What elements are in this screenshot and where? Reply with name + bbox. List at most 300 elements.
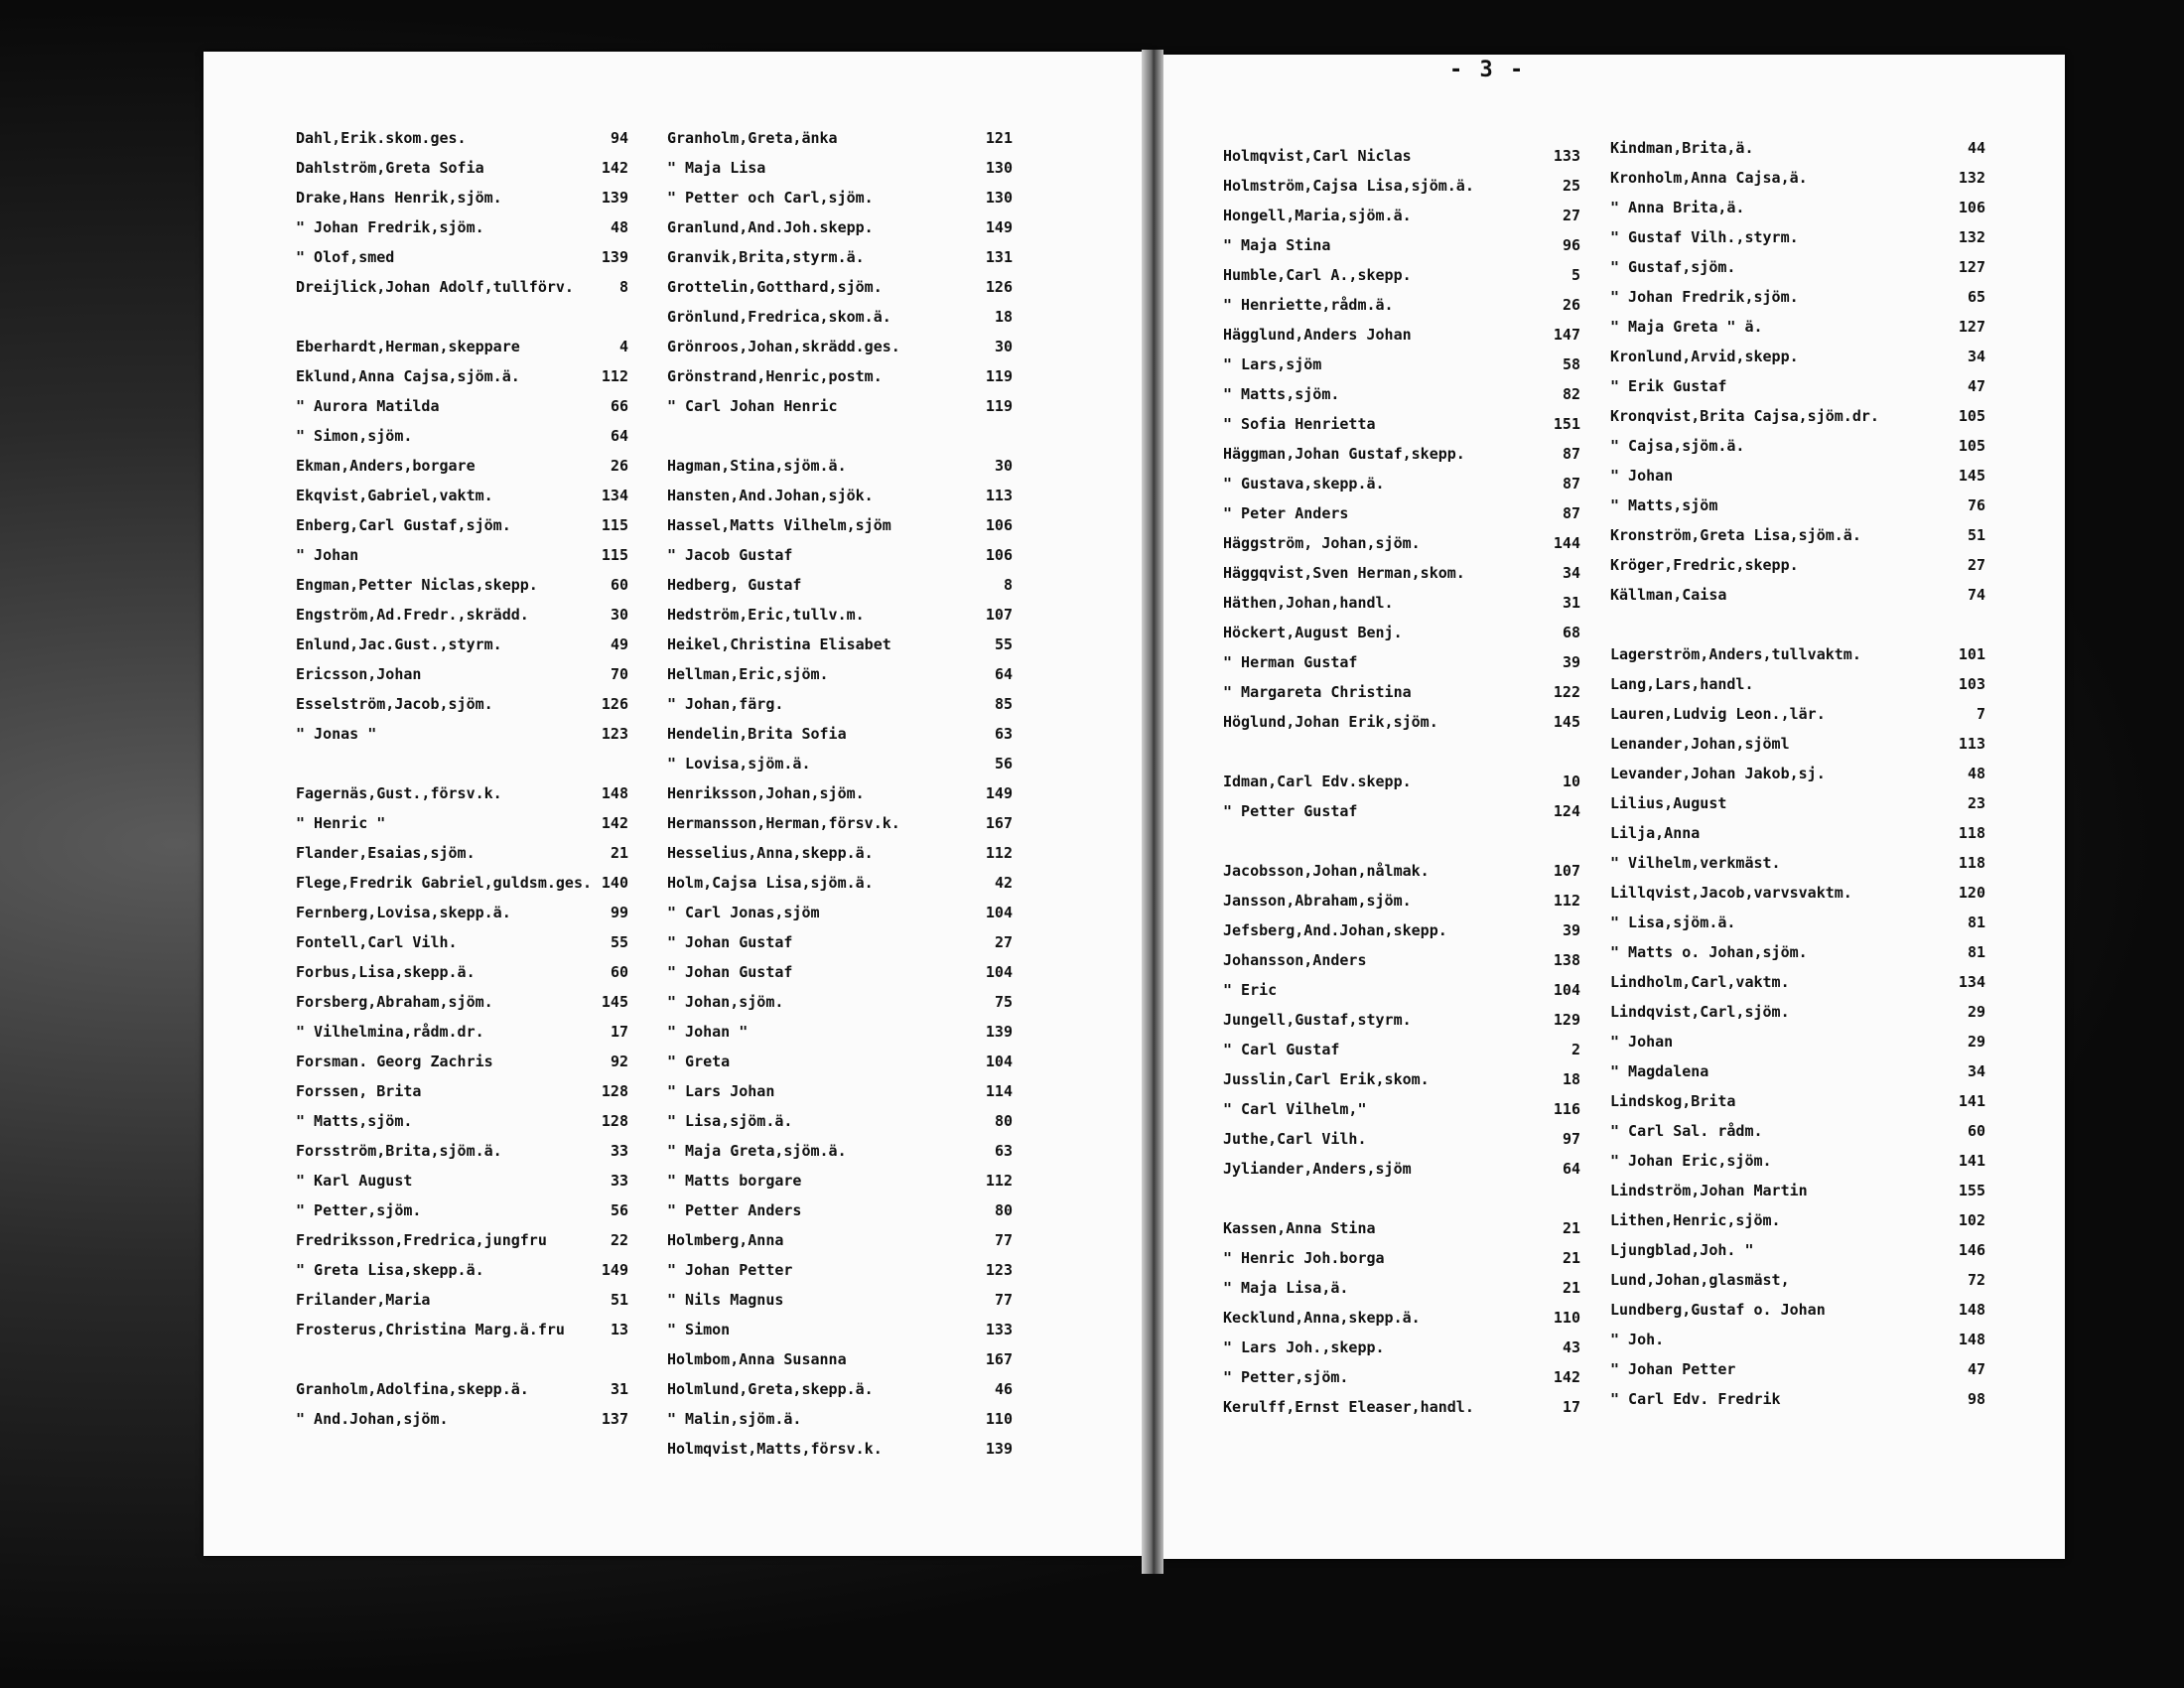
- entry-page-number: 128: [601, 1082, 628, 1100]
- entry-page-number: 77: [994, 1291, 1013, 1309]
- entry-name: " Karl August: [296, 1172, 413, 1190]
- entry-name: Lillqvist,Jacob,varvsvaktm.: [1610, 884, 1852, 902]
- entry-name: Grönstrand,Henric,postm.: [667, 367, 883, 385]
- entry-page-number: 23: [1967, 794, 1985, 812]
- entry-page-number: 145: [1553, 713, 1580, 731]
- entry-page-number: 147: [1553, 326, 1580, 344]
- entry-page-number: 48: [610, 218, 628, 236]
- entry-name: Dreijlick,Johan Adolf,tullförv.: [296, 278, 574, 296]
- entry-name: Ljungblad,Joh. ": [1610, 1241, 1754, 1259]
- entry-page-number: 106: [985, 546, 1013, 564]
- entry-page-number: 13: [610, 1321, 628, 1338]
- entry-page-number: 140: [601, 874, 628, 892]
- entry-page-number: 56: [610, 1201, 628, 1219]
- entry-page-number: 133: [985, 1321, 1013, 1338]
- entry-page-number: 101: [1958, 645, 1985, 663]
- entry-page-number: 66: [610, 397, 628, 415]
- entry-page-number: 21: [1562, 1249, 1580, 1267]
- entry-name: Frosterus,Christina Marg.ä.fru: [296, 1321, 565, 1338]
- entry-name: " Carl Edv. Fredrik: [1610, 1390, 1781, 1408]
- entry-name: Höckert,August Benj.: [1223, 624, 1403, 641]
- entry-name: Dahl,Erik.skom.ges.: [296, 129, 467, 147]
- entry-name: Lund,Johan,glasmäst,: [1610, 1271, 1790, 1289]
- entry-name: " Henric Joh.borga: [1223, 1249, 1385, 1267]
- entry-page-number: 44: [1967, 139, 1985, 157]
- entry-name: " Johan Fredrik,sjöm.: [296, 218, 484, 236]
- entry-name: Holmberg,Anna: [667, 1231, 784, 1249]
- entry-name: Lundberg,Gustaf o. Johan: [1610, 1301, 1826, 1319]
- entry-name: Kronholm,Anna Cajsa,ä.: [1610, 169, 1808, 187]
- entry-page-number: 10: [1562, 773, 1580, 790]
- entry-name: Kindman,Brita,ä.: [1610, 139, 1754, 157]
- entry-name: Granholm,Adolfina,skepp.ä.: [296, 1380, 529, 1398]
- entry-page-number: 17: [610, 1023, 628, 1041]
- entry-name: " Johan Eric,sjöm.: [1610, 1152, 1772, 1170]
- entry-name: Hongell,Maria,sjöm.ä.: [1223, 207, 1412, 224]
- entry-page-number: 21: [1562, 1219, 1580, 1237]
- entry-page-number: 17: [1562, 1398, 1580, 1416]
- entry-page-number: 148: [601, 784, 628, 802]
- entry-page-number: 139: [601, 189, 628, 207]
- entry-page-number: 106: [985, 516, 1013, 534]
- entry-name: " Matts borgare: [667, 1172, 802, 1190]
- entry-page-number: 82: [1562, 385, 1580, 403]
- entry-name: Holmström,Cajsa Lisa,sjöm.ä.: [1223, 177, 1474, 195]
- entry-page-number: 25: [1562, 177, 1580, 195]
- entry-name: Lindqvist,Carl,sjöm.: [1610, 1003, 1790, 1021]
- entry-name: Hansten,And.Johan,sjök.: [667, 487, 874, 504]
- entry-page-number: 29: [1967, 1033, 1985, 1051]
- entry-name: Lauren,Ludvig Leon.,lär.: [1610, 705, 1826, 723]
- entry-name: Levander,Johan Jakob,sj.: [1610, 765, 1826, 782]
- entry-page-number: 30: [994, 457, 1013, 475]
- entry-name: " Jonas ": [296, 725, 377, 743]
- entry-page-number: 141: [1958, 1152, 1985, 1170]
- entry-page-number: 137: [601, 1410, 628, 1428]
- entry-name: Holmlund,Greta,skepp.ä.: [667, 1380, 874, 1398]
- entry-page-number: 87: [1562, 475, 1580, 492]
- entry-name: " Greta Lisa,skepp.ä.: [296, 1261, 484, 1279]
- entry-name: " Johan,sjöm.: [667, 993, 784, 1011]
- entry-name: Häggström, Johan,sjöm.: [1223, 534, 1421, 552]
- entry-name: " Gustava,skepp.ä.: [1223, 475, 1385, 492]
- entry-name: Forbus,Lisa,skepp.ä.: [296, 963, 476, 981]
- entry-name: Holmqvist,Carl Niclas: [1223, 147, 1412, 165]
- entry-name: Hesselius,Anna,skepp.ä.: [667, 844, 874, 862]
- entry-page-number: 149: [601, 1261, 628, 1279]
- entry-page-number: 126: [601, 695, 628, 713]
- entry-name: Lilja,Anna: [1610, 824, 1701, 842]
- entry-name: Kronlund,Arvid,skepp.: [1610, 348, 1799, 365]
- entry-name: " Peter Anders: [1223, 504, 1349, 522]
- entry-name: Fredriksson,Fredrica,jungfru: [296, 1231, 547, 1249]
- entry-page-number: 151: [1553, 415, 1580, 433]
- entry-name: " Carl Jonas,sjöm: [667, 904, 820, 921]
- entry-name: " Johan,färg.: [667, 695, 784, 713]
- entry-page-number: 4: [618, 338, 628, 355]
- entry-page-number: 167: [985, 814, 1013, 832]
- entry-name: Johansson,Anders: [1223, 951, 1367, 969]
- entry-page-number: 120: [1958, 884, 1985, 902]
- entry-name: " Petter Anders: [667, 1201, 802, 1219]
- entry-page-number: 123: [985, 1261, 1013, 1279]
- entry-name: " Greta: [667, 1053, 731, 1070]
- entry-page-number: 39: [1562, 653, 1580, 671]
- entry-page-number: 104: [1553, 981, 1580, 999]
- entry-name: " Maja Greta " ä.: [1610, 318, 1763, 336]
- entry-page-number: 51: [1967, 526, 1985, 544]
- entry-name: " Johan Gustaf: [667, 963, 793, 981]
- entry-name: " Lars,sjöm: [1223, 355, 1322, 373]
- entry-name: " Joh.: [1610, 1331, 1665, 1348]
- entry-name: " Carl Vilhelm,": [1223, 1100, 1367, 1118]
- entry-name: " Gustaf,sjöm.: [1610, 258, 1736, 276]
- entry-name: Humble,Carl A.,skepp.: [1223, 266, 1412, 284]
- entry-name: Enberg,Carl Gustaf,sjöm.: [296, 516, 511, 534]
- entry-page-number: 123: [601, 725, 628, 743]
- entry-name: " Lovisa,sjöm.ä.: [667, 755, 811, 773]
- entry-page-number: 139: [985, 1440, 1013, 1458]
- entry-name: Esselström,Jacob,sjöm.: [296, 695, 493, 713]
- entry-page-number: 116: [1553, 1100, 1580, 1118]
- entry-name: Eberhardt,Herman,skeppare: [296, 338, 520, 355]
- entry-name: Enlund,Jac.Gust.,styrm.: [296, 635, 502, 653]
- entry-page-number: 144: [1553, 534, 1580, 552]
- entry-page-number: 64: [610, 427, 628, 445]
- entry-page-number: 113: [985, 487, 1013, 504]
- entry-page-number: 55: [994, 635, 1013, 653]
- entry-name: " Maja Greta,sjöm.ä.: [667, 1142, 847, 1160]
- entry-name: " Maja Lisa: [667, 159, 766, 177]
- entry-page-number: 102: [1958, 1211, 1985, 1229]
- entry-name: Kronström,Greta Lisa,sjöm.ä.: [1610, 526, 1861, 544]
- entry-name: " Carl Johan Henric: [667, 397, 838, 415]
- entry-name: Häggqvist,Sven Herman,skom.: [1223, 564, 1465, 582]
- entry-page-number: 85: [994, 695, 1013, 713]
- entry-name: " Herman Gustaf: [1223, 653, 1358, 671]
- entry-page-number: 114: [985, 1082, 1013, 1100]
- entry-name: " Johan Gustaf: [667, 933, 793, 951]
- entry-name: Grottelin,Gotthard,sjöm.: [667, 278, 883, 296]
- entry-page-number: 115: [601, 516, 628, 534]
- entry-name: " Vilhelmina,rådm.dr.: [296, 1023, 484, 1041]
- entry-page-number: 96: [1562, 236, 1580, 254]
- entry-page-number: 34: [1562, 564, 1580, 582]
- entry-name: Juthe,Carl Vilh.: [1223, 1130, 1367, 1148]
- entry-page-number: 26: [1562, 296, 1580, 314]
- entry-page-number: 141: [1958, 1092, 1985, 1110]
- entry-page-number: 133: [1553, 147, 1580, 165]
- entry-name: Lagerström,Anders,tullvaktm.: [1610, 645, 1861, 663]
- entry-page-number: 21: [610, 844, 628, 862]
- entry-page-number: 8: [1003, 576, 1013, 594]
- entry-name: Kröger,Fredric,skepp.: [1610, 556, 1799, 574]
- entry-page-number: 126: [985, 278, 1013, 296]
- entry-page-number: 127: [1958, 318, 1985, 336]
- entry-page-number: 119: [985, 367, 1013, 385]
- entry-name: Häthen,Johan,handl.: [1223, 594, 1394, 612]
- entry-page-number: 142: [601, 814, 628, 832]
- entry-name: Dahlström,Greta Sofia: [296, 159, 484, 177]
- entry-page-number: 134: [1958, 973, 1985, 991]
- entry-page-number: 130: [985, 159, 1013, 177]
- entry-page-number: 60: [610, 576, 628, 594]
- entry-page-number: 145: [601, 993, 628, 1011]
- entry-name: " Petter och Carl,sjöm.: [667, 189, 874, 207]
- entry-page-number: 149: [985, 784, 1013, 802]
- entry-name: Jansson,Abraham,sjöm.: [1223, 892, 1412, 910]
- entry-name: Granlund,And.Joh.skepp.: [667, 218, 874, 236]
- entry-page-number: 31: [610, 1380, 628, 1398]
- entry-name: " Magdalena: [1610, 1062, 1709, 1080]
- entry-page-number: 104: [985, 1053, 1013, 1070]
- entry-page-number: 21: [1562, 1279, 1580, 1297]
- entry-page-number: 18: [994, 308, 1013, 326]
- entry-page-number: 148: [1958, 1331, 1985, 1348]
- entry-name: " Nils Magnus: [667, 1291, 784, 1309]
- entry-page-number: 115: [601, 546, 628, 564]
- entry-page-number: 60: [610, 963, 628, 981]
- entry-name: Hägglund,Anders Johan: [1223, 326, 1412, 344]
- entry-page-number: 128: [601, 1112, 628, 1130]
- entry-name: " And.Johan,sjöm.: [296, 1410, 449, 1428]
- entry-name: Hellman,Eric,sjöm.: [667, 665, 829, 683]
- entry-page-number: 80: [994, 1201, 1013, 1219]
- entry-name: " Vilhelm,verkmäst.: [1610, 854, 1781, 872]
- entry-name: Ekman,Anders,borgare: [296, 457, 476, 475]
- entry-page-number: 18: [1562, 1070, 1580, 1088]
- entry-name: " Aurora Matilda: [296, 397, 440, 415]
- entry-name: Lindholm,Carl,vaktm.: [1610, 973, 1790, 991]
- entry-name: " Petter,sjöm.: [1223, 1368, 1349, 1386]
- entry-name: Kecklund,Anna,skepp.ä.: [1223, 1309, 1421, 1327]
- entry-name: " Olof,smed: [296, 248, 395, 266]
- entry-name: Engman,Petter Niclas,skepp.: [296, 576, 538, 594]
- entry-name: Häggman,Johan Gustaf,skepp.: [1223, 445, 1465, 463]
- entry-name: " Sofia Henrietta: [1223, 415, 1376, 433]
- entry-name: Kerulff,Ernst Eleaser,handl.: [1223, 1398, 1474, 1416]
- entry-page-number: 129: [1553, 1011, 1580, 1029]
- entry-name: Hagman,Stina,sjöm.ä.: [667, 457, 847, 475]
- entry-page-number: 58: [1562, 355, 1580, 373]
- entry-page-number: 107: [1553, 862, 1580, 880]
- entry-name: Holm,Cajsa Lisa,sjöm.ä.: [667, 874, 874, 892]
- entry-name: Jefsberg,And.Johan,skepp.: [1223, 921, 1447, 939]
- entry-page-number: 139: [985, 1023, 1013, 1041]
- entry-page-number: 94: [610, 129, 628, 147]
- entry-name: " Lars Johan: [667, 1082, 775, 1100]
- entry-name: " Johan Petter: [667, 1261, 793, 1279]
- entry-name: " Johan: [296, 546, 359, 564]
- entry-page-number: 47: [1967, 377, 1985, 395]
- entry-page-number: 142: [601, 159, 628, 177]
- entry-page-number: 27: [1562, 207, 1580, 224]
- entry-page-number: 148: [1958, 1301, 1985, 1319]
- entry-page-number: 64: [994, 665, 1013, 683]
- entry-page-number: 81: [1967, 943, 1985, 961]
- entry-page-number: 138: [1553, 951, 1580, 969]
- entry-name: " Maja Lisa,ä.: [1223, 1279, 1349, 1297]
- entry-name: Hassel,Matts Vilhelm,sjöm: [667, 516, 891, 534]
- entry-name: " Carl Gustaf: [1223, 1041, 1340, 1058]
- entry-page-number: 167: [985, 1350, 1013, 1368]
- entry-page-number: 132: [1958, 169, 1985, 187]
- entry-page-number: 8: [618, 278, 628, 296]
- entry-name: Engström,Ad.Fredr.,skrädd.: [296, 606, 529, 624]
- entry-name: Lenander,Johan,sjöml: [1610, 735, 1790, 753]
- entry-name: Hermansson,Herman,försv.k.: [667, 814, 900, 832]
- entry-page-number: 48: [1967, 765, 1985, 782]
- entry-name: " Margareta Christina: [1223, 683, 1412, 701]
- entry-page-number: 26: [610, 457, 628, 475]
- entry-name: Drake,Hans Henrik,sjöm.: [296, 189, 502, 207]
- entry-name: " Eric: [1223, 981, 1278, 999]
- entry-name: " Johan: [1610, 1033, 1674, 1051]
- entry-page-number: 34: [1967, 348, 1985, 365]
- entry-page-number: 49: [610, 635, 628, 653]
- entry-page-number: 27: [1967, 556, 1985, 574]
- entry-name: " Maja Stina: [1223, 236, 1331, 254]
- entry-page-number: 112: [1553, 892, 1580, 910]
- entry-page-number: 74: [1967, 586, 1985, 604]
- entry-name: " Johan ": [667, 1023, 749, 1041]
- entry-page-number: 76: [1967, 496, 1985, 514]
- entry-name: " Matts,sjöm.: [296, 1112, 413, 1130]
- entry-page-number: 70: [610, 665, 628, 683]
- entry-name: Flege,Fredrik Gabriel,guldsm.ges.: [296, 874, 593, 892]
- entry-name: Jungell,Gustaf,styrm.: [1223, 1011, 1412, 1029]
- entry-name: Flander,Esaias,sjöm.: [296, 844, 476, 862]
- entry-name: " Petter Gustaf: [1223, 802, 1358, 820]
- entry-name: Idman,Carl Edv.skepp.: [1223, 773, 1412, 790]
- entry-page-number: 56: [994, 755, 1013, 773]
- entry-page-number: 118: [1958, 824, 1985, 842]
- entry-page-number: 60: [1967, 1122, 1985, 1140]
- entry-page-number: 155: [1958, 1182, 1985, 1199]
- entry-page-number: 127: [1958, 258, 1985, 276]
- entry-name: Holmbom,Anna Susanna: [667, 1350, 847, 1368]
- entry-page-number: 110: [1553, 1309, 1580, 1327]
- book-gutter: [1142, 50, 1163, 1574]
- entry-page-number: 22: [610, 1231, 628, 1249]
- entry-page-number: 63: [994, 1142, 1013, 1160]
- entry-name: Höglund,Johan Erik,sjöm.: [1223, 713, 1438, 731]
- entry-name: Kronqvist,Brita Cajsa,sjöm.dr.: [1610, 407, 1879, 425]
- entry-page-number: 145: [1958, 467, 1985, 485]
- entry-page-number: 87: [1562, 445, 1580, 463]
- entry-page-number: 99: [610, 904, 628, 921]
- entry-name: " Johan: [1610, 467, 1674, 485]
- entry-page-number: 31: [1562, 594, 1580, 612]
- entry-name: " Jacob Gustaf: [667, 546, 793, 564]
- entry-name: Forsman. Georg Zachris: [296, 1053, 493, 1070]
- entry-page-number: 97: [1562, 1130, 1580, 1148]
- entry-name: " Malin,sjöm.ä.: [667, 1410, 802, 1428]
- entry-name: " Erik Gustaf: [1610, 377, 1727, 395]
- entry-page-number: 75: [994, 993, 1013, 1011]
- entry-page-number: 134: [601, 487, 628, 504]
- entry-name: " Lars Joh.,skepp.: [1223, 1338, 1385, 1356]
- entry-page-number: 68: [1562, 624, 1580, 641]
- entry-name: " Gustaf Vilh.,styrm.: [1610, 228, 1799, 246]
- entry-page-number: 33: [610, 1142, 628, 1160]
- entry-name: " Matts,sjöm: [1610, 496, 1718, 514]
- entry-name: Lindström,Johan Martin: [1610, 1182, 1808, 1199]
- entry-name: " Johan Fredrik,sjöm.: [1610, 288, 1799, 306]
- entry-page-number: 39: [1562, 921, 1580, 939]
- entry-page-number: 103: [1958, 675, 1985, 693]
- entry-name: " Johan Petter: [1610, 1360, 1736, 1378]
- entry-name: " Henriette,rådm.ä.: [1223, 296, 1394, 314]
- entry-name: Grönlund,Fredrica,skom.ä.: [667, 308, 891, 326]
- entry-page-number: 30: [994, 338, 1013, 355]
- entry-name: Hendelin,Brita Sofia: [667, 725, 847, 743]
- entry-name: Eklund,Anna Cajsa,sjöm.ä.: [296, 367, 520, 385]
- entry-name: " Matts o. Johan,sjöm.: [1610, 943, 1808, 961]
- entry-name: Forsberg,Abraham,sjöm.: [296, 993, 493, 1011]
- entry-page-number: 7: [1976, 705, 1985, 723]
- entry-page-number: 113: [1958, 735, 1985, 753]
- entry-page-number: 51: [610, 1291, 628, 1309]
- entry-page-number: 105: [1958, 407, 1985, 425]
- entry-page-number: 112: [985, 1172, 1013, 1190]
- entry-page-number: 131: [985, 248, 1013, 266]
- entry-page-number: 132: [1958, 228, 1985, 246]
- entry-page-number: 98: [1967, 1390, 1985, 1408]
- entry-name: Hedberg, Gustaf: [667, 576, 802, 594]
- entry-name: Lang,Lars,handl.: [1610, 675, 1754, 693]
- entry-page-number: 106: [1958, 199, 1985, 216]
- entry-name: Holmqvist,Matts,försv.k.: [667, 1440, 883, 1458]
- entry-page-number: 2: [1570, 1041, 1580, 1058]
- entry-page-number: 30: [610, 606, 628, 624]
- entry-page-number: 42: [994, 874, 1013, 892]
- entry-page-number: 5: [1570, 266, 1580, 284]
- entry-page-number: 121: [985, 129, 1013, 147]
- entry-name: " Cajsa,sjöm.ä.: [1610, 437, 1745, 455]
- entry-name: Jacobsson,Johan,nålmak.: [1223, 862, 1430, 880]
- entry-name: Henriksson,Johan,sjöm.: [667, 784, 865, 802]
- entry-page-number: 47: [1967, 1360, 1985, 1378]
- entry-page-number: 142: [1553, 1368, 1580, 1386]
- entry-page-number: 92: [610, 1053, 628, 1070]
- entry-page-number: 43: [1562, 1338, 1580, 1356]
- entry-page-number: 105: [1958, 437, 1985, 455]
- entry-page-number: 112: [601, 367, 628, 385]
- entry-page-number: 77: [994, 1231, 1013, 1249]
- entry-page-number: 107: [985, 606, 1013, 624]
- entry-page-number: 146: [1958, 1241, 1985, 1259]
- entry-page-number: 104: [985, 963, 1013, 981]
- entry-name: Källman,Caisa: [1610, 586, 1727, 604]
- entry-page-number: 33: [610, 1172, 628, 1190]
- entry-name: Frilander,Maria: [296, 1291, 431, 1309]
- entry-name: " Matts,sjöm.: [1223, 385, 1340, 403]
- entry-name: Jyliander,Anders,sjöm: [1223, 1160, 1412, 1178]
- entry-name: " Simon: [667, 1321, 731, 1338]
- entry-name: " Lisa,sjöm.ä.: [1610, 914, 1736, 931]
- entry-name: Jusslin,Carl Erik,skom.: [1223, 1070, 1430, 1088]
- entry-page-number: 80: [994, 1112, 1013, 1130]
- entry-name: Forsström,Brita,sjöm.ä.: [296, 1142, 502, 1160]
- entry-page-number: 72: [1967, 1271, 1985, 1289]
- entry-name: Lithen,Henric,sjöm.: [1610, 1211, 1781, 1229]
- entry-page-number: 119: [985, 397, 1013, 415]
- entry-name: Heikel,Christina Elisabet: [667, 635, 891, 653]
- entry-name: Lilius,August: [1610, 794, 1727, 812]
- entry-page-number: 29: [1967, 1003, 1985, 1021]
- entry-name: " Simon,sjöm.: [296, 427, 413, 445]
